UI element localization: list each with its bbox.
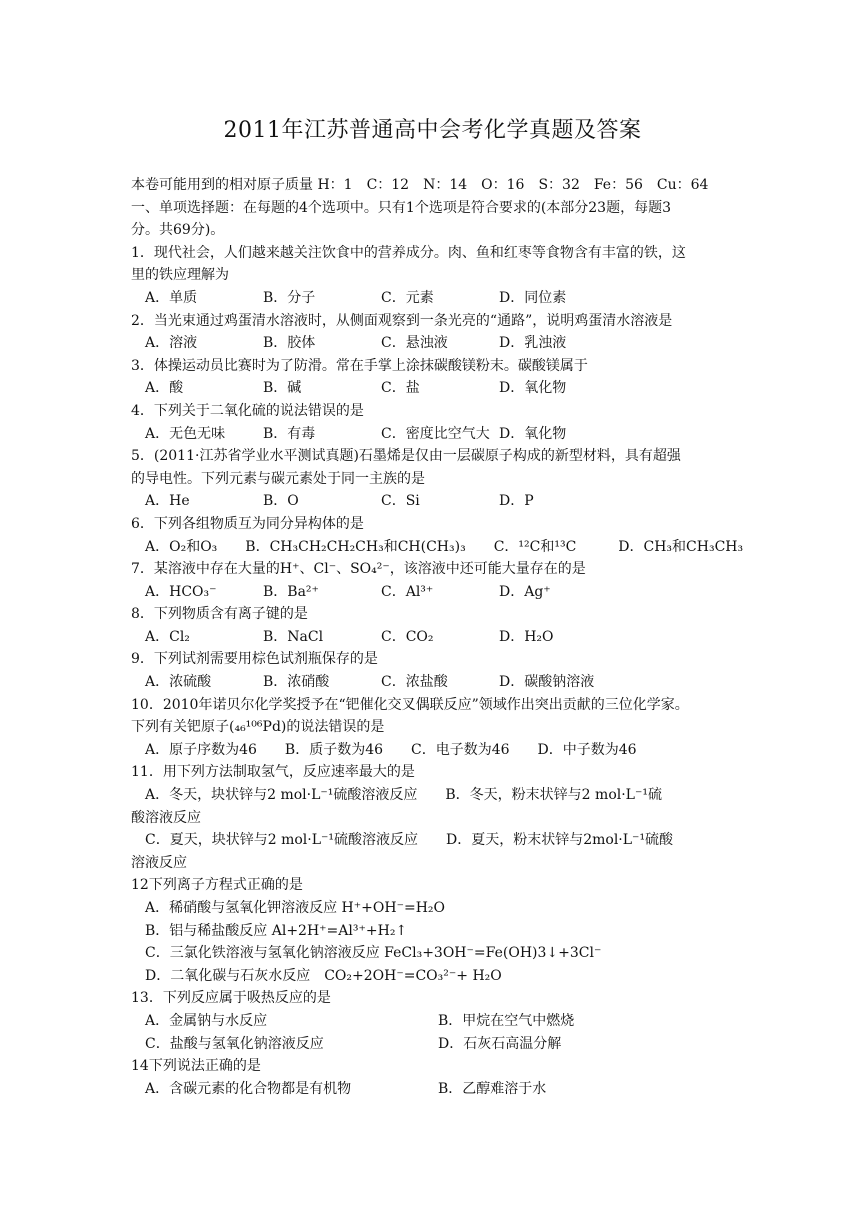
answer-option: D．石灰石高温分解	[438, 1035, 562, 1052]
answer-option: C．密度比空气大	[381, 425, 490, 442]
text-line: 下列有关钯原子(₄₆¹⁰⁶Pd)的说法错误的是	[131, 719, 385, 736]
answer-option: C．Si	[381, 493, 420, 510]
answer-option: A．酸	[145, 380, 184, 397]
text-line: 分。共69分)。	[131, 222, 225, 239]
answer-option: A．单质	[145, 289, 198, 306]
answer-option: C．CO₂	[381, 628, 434, 645]
answer-option: C．悬浊液	[381, 335, 448, 352]
answer-option: D．同位素	[499, 289, 567, 306]
answer-option: B．NaCl	[263, 628, 324, 645]
answer-option: D．氧化物	[499, 425, 567, 442]
options-row	[131, 1010, 741, 1033]
answer-option: A．溶液	[145, 335, 198, 352]
answer-option: B．乙醇难溶于水	[438, 1080, 547, 1097]
options-row	[131, 1033, 741, 1056]
options-row	[131, 490, 741, 513]
text-line: 2．当光束通过鸡蛋清水溶液时，从侧面观察到一条光亮的“通路”，说明鸡蛋清水溶液是	[131, 312, 673, 329]
text-line: 的导电性。下列元素与碳元素处于同一主族的是	[131, 470, 425, 487]
text-line: 11．用下列方法制取氢气，反应速率最大的是	[131, 764, 415, 781]
answer-option: B．有毒	[263, 425, 316, 442]
options-row	[131, 581, 741, 604]
document-body	[131, 174, 744, 1100]
text-line: 4．下列关于二氧化硫的说法错误的是	[131, 402, 364, 419]
answer-option: D．碳酸钠溶液	[499, 674, 595, 691]
answer-option: C．盐酸与氢氧化钠溶液反应	[145, 1035, 324, 1052]
answer-option: B．分子	[263, 289, 316, 306]
options-row	[131, 287, 741, 310]
text-line: B．铝与稀盐酸反应 Al+2H⁺=Al³⁺+H₂↑	[145, 922, 408, 939]
answer-option: C．Al³⁺	[381, 583, 434, 600]
text-line: A．原子序数为46 B．质子数为46 C．电子数为46 D．中子数为46	[145, 741, 637, 758]
text-line: 8．下列物质含有离子键的是	[131, 606, 308, 623]
text-line: 溶液反应	[131, 854, 187, 871]
text-line: 酸溶液反应	[131, 809, 201, 826]
text-line: A．冬天，块状锌与2 mol·L⁻¹硫酸溶液反应 B．冬天，粉末状锌与2 mol·L⁻¹硫	[145, 787, 662, 804]
options-row	[131, 626, 741, 649]
text-line: 一、单项选择题：在每题的4个选项中。只有1个选项是符合要求的(本部分23题，每题3	[131, 199, 671, 216]
answer-option: A．含碳元素的化合物都是有机物	[145, 1080, 352, 1097]
answer-option: C．浓盐酸	[381, 674, 448, 691]
answer-option: B．Ba²⁺	[263, 583, 319, 600]
text-line: 12下列离子方程式正确的是	[131, 877, 303, 894]
text-line: 3．体操运动员比赛时为了防滑。常在手掌上涂抹碳酸镁粉末。碳酸镁属于	[131, 357, 588, 374]
options-row	[131, 332, 741, 355]
options-row	[131, 377, 741, 400]
text-line: 13．下列反应属于吸热反应的是	[131, 990, 331, 1007]
page-title: 2011年江苏普通高中会考化学真题及答案	[223, 118, 642, 143]
answer-option: A．HCO₃⁻	[145, 583, 217, 600]
answer-option: B．甲烷在空气中燃烧	[438, 1012, 575, 1029]
text-line: C．三氯化铁溶液与氢氧化钠溶液反应 FeCl₃+3OH⁻=Fe(OH)3↓+3Cl⁻	[145, 945, 602, 962]
answer-option: B．浓硝酸	[263, 674, 330, 691]
answer-option: B．胶体	[263, 335, 316, 352]
text-line: 里的铁应理解为	[131, 267, 229, 284]
text-line: A．O₂和O₃ B．CH₃CH₂CH₂CH₃和CH(CH₃)₃ C．¹²C和¹³C D．CH₃和CH₃CH₃	[145, 538, 744, 555]
options-row	[131, 1078, 741, 1101]
answer-option: D．Ag⁺	[499, 583, 551, 600]
options-row	[131, 671, 741, 694]
answer-option: D．乳浊液	[499, 335, 567, 352]
text-line: 本卷可能用到的相对原子质量 H：1 C：12 N：14 O：16 S：32 Fe：56 Cu：64	[131, 177, 709, 193]
text-line: 14下列说法正确的是	[131, 1058, 261, 1075]
answer-option: B．O	[263, 493, 299, 510]
answer-option: A．无色无味	[145, 425, 226, 442]
options-row	[131, 423, 741, 446]
text-line: 7．某溶液中存在大量的H⁺、Cl⁻、SO₄²⁻，该溶液中还可能大量存在的是	[131, 561, 586, 578]
text-line: 9．下列试剂需要用棕色试剂瓶保存的是	[131, 651, 378, 668]
text-line: A．稀硝酸与氢氧化钾溶液反应 H⁺+OH⁻=H₂O	[145, 900, 445, 916]
answer-option: A．金属钠与水反应	[145, 1012, 268, 1029]
answer-option: C．元素	[381, 289, 434, 306]
answer-option: D．P	[499, 493, 534, 510]
answer-option: B．碱	[263, 380, 302, 397]
text-line: 10．2010年诺贝尔化学奖授予在“钯催化交叉偶联反应”领域作出突出贡献的三位化学家。	[131, 696, 689, 713]
text-line: 6．下列各组物质互为同分异构体的是	[131, 515, 364, 532]
answer-option: D．氧化物	[499, 380, 567, 397]
text-line: 1．现代社会，人们越来越关注饮食中的营养成分。肉、鱼和红枣等食物含有丰富的铁，这	[131, 244, 686, 261]
text-line: 5．(2011·江苏省学业水平测试真题)石墨烯是仅由一层碳原子构成的新型材料，具有超强	[131, 448, 681, 465]
text-line: D．二氧化碳与石灰水反应 CO₂+2OH⁻=CO₃²⁻+ H₂O	[145, 967, 502, 984]
answer-option: C．盐	[381, 380, 420, 397]
answer-option: A．He	[145, 493, 190, 510]
answer-option: A．浓硫酸	[145, 674, 212, 691]
answer-option: D．H₂O	[499, 628, 554, 645]
text-line: C．夏天，块状锌与2 mol·L⁻¹硫酸溶液反应 D．夏天，粉末状锌与2mol·L⁻¹硫酸	[145, 832, 674, 849]
answer-option: A．Cl₂	[145, 628, 190, 645]
